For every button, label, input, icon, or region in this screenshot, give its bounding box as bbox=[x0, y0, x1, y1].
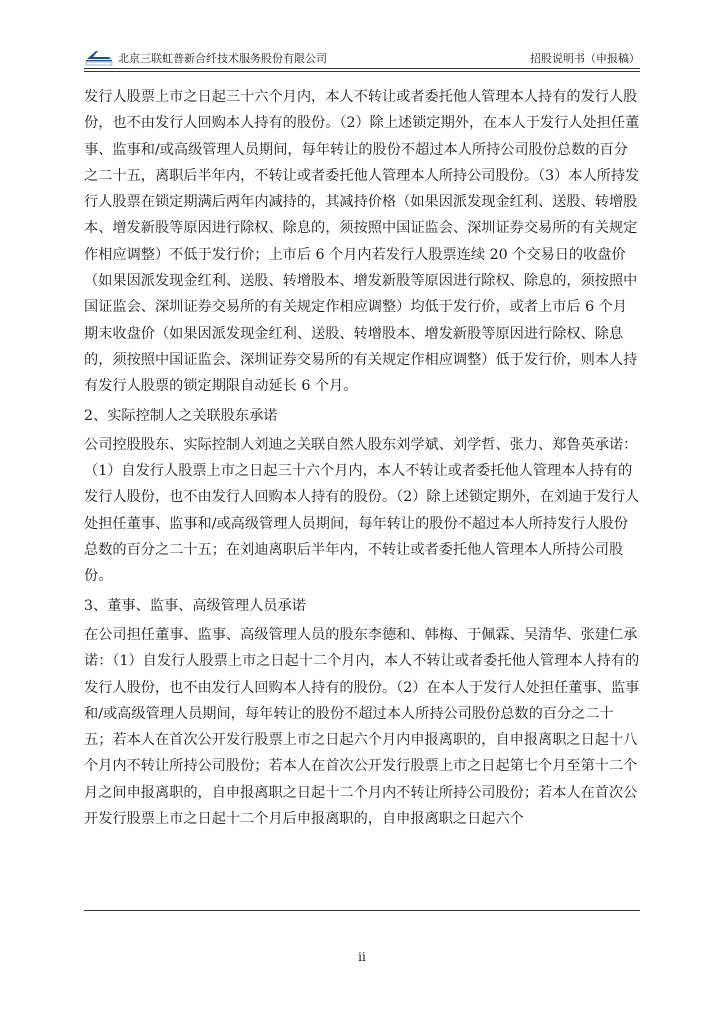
header-left bbox=[84, 48, 327, 66]
section-heading-directors: 3、董事、监事、高级管理人员承诺 bbox=[84, 597, 306, 614]
paragraph-directors: 在公司担任董事、监事、高级管理人员的股东李德和、韩梅、于佩霖、吴清华、张建仁承诺：（1）自发行人股票上市之日起十二个月内，本人不转让或者委托他人管理本人持有的发行人股份，也不由发行人回购本人持有的股份。（2）在本人于发行人处担任董事、监事和/或高级管理人员期间，每年转让的股份不超过本人所持公司股份总数的百分之二十五；若本人在首次公开发行股票上市之日起六个月内申报离职的，自申报离职之日起十八个月内不转让所持公司股份；若本人在首次公开发行股票上市之日起第七个月至第十二个月之间申报离职的，自申报离职之日起十二个月内不转让所持公司股份；若本人在首次公开发行股票上市之日起十二个月后申报离职的，自申报离职之日起六个 bbox=[84, 626, 640, 828]
paragraph-related-shareholders: 公司控股股东、实际控制人刘迪之关联自然人股东刘学斌、刘学哲、张力、郑鲁英承诺：（1）自发行人股票上市之日起三十六个月内，本人不转让或者委托他人管理本人持有的发行人股份，也不由发行人回购本人持有的股份。（2）除上述锁定期外，在刘迪于发行人处担任董事、监事和/或高级管理人员期间，每年转让的股份不超过本人所持发行人股份总数的百分之二十五；在刘迪离职后半年内，不转让或者委托他人管理本人所持公司股份。 bbox=[84, 436, 640, 585]
document-body bbox=[84, 84, 640, 832]
paragraph-lockup-continued: 发行人股票上市之日起三十六个月内，本人不转让或者委托他人管理本人持有的发行人股份，也不由发行人回购本人持有的股份。（2）除上述锁定期外，在本人于发行人处担任董事、监事和/或高级管理人员期间，每年转让的股份不超过本人所持公司股份总数的百分之二十五，离职后半年内，不转让或者委托他人管理本人所持公司股份。（3）本人所持发行人股票在锁定期满后两年内减持的，其减持价格（如果因派发现金红利、送股、转增股本、增发新股等原因进行除权、除息的，须按照中国证监会、深圳证券交易所的有关规定作相应调整）不低于发行价；上市后 6 个月内若发行人股票连续 20 个交易日的收盘价（如果因派发现金红利、送股、转增股本、增发新股等原因进行除权、除息的，须按照中国证监会、深圳证券交易所的有关规定作相应调整）均低于发行价，或者上市后 6 个月期末收盘价（如果因派发现金红利、送股、转增股本、增发新股等原因进行除权、除息的，须按照中国证监会、深圳证券交易所的有关规定作相应调整）低于发行价，则本人持有发行人股票的锁定期限自动延长 6 个月。 bbox=[84, 89, 640, 395]
header-rule bbox=[84, 68, 640, 69]
header-rule-thin bbox=[84, 71, 640, 72]
header-company-name: 北京三联虹普新合纤技术服务股份有限公司 bbox=[118, 52, 327, 65]
page-number: ii bbox=[358, 950, 366, 964]
company-logo-icon bbox=[84, 48, 114, 66]
page-header bbox=[84, 46, 640, 66]
header-document-title: 招股说明书（申报稿） bbox=[530, 52, 640, 65]
section-heading-related-shareholders: 2、实际控制人之关联股东承诺 bbox=[84, 407, 278, 424]
footer-rule bbox=[84, 910, 640, 911]
